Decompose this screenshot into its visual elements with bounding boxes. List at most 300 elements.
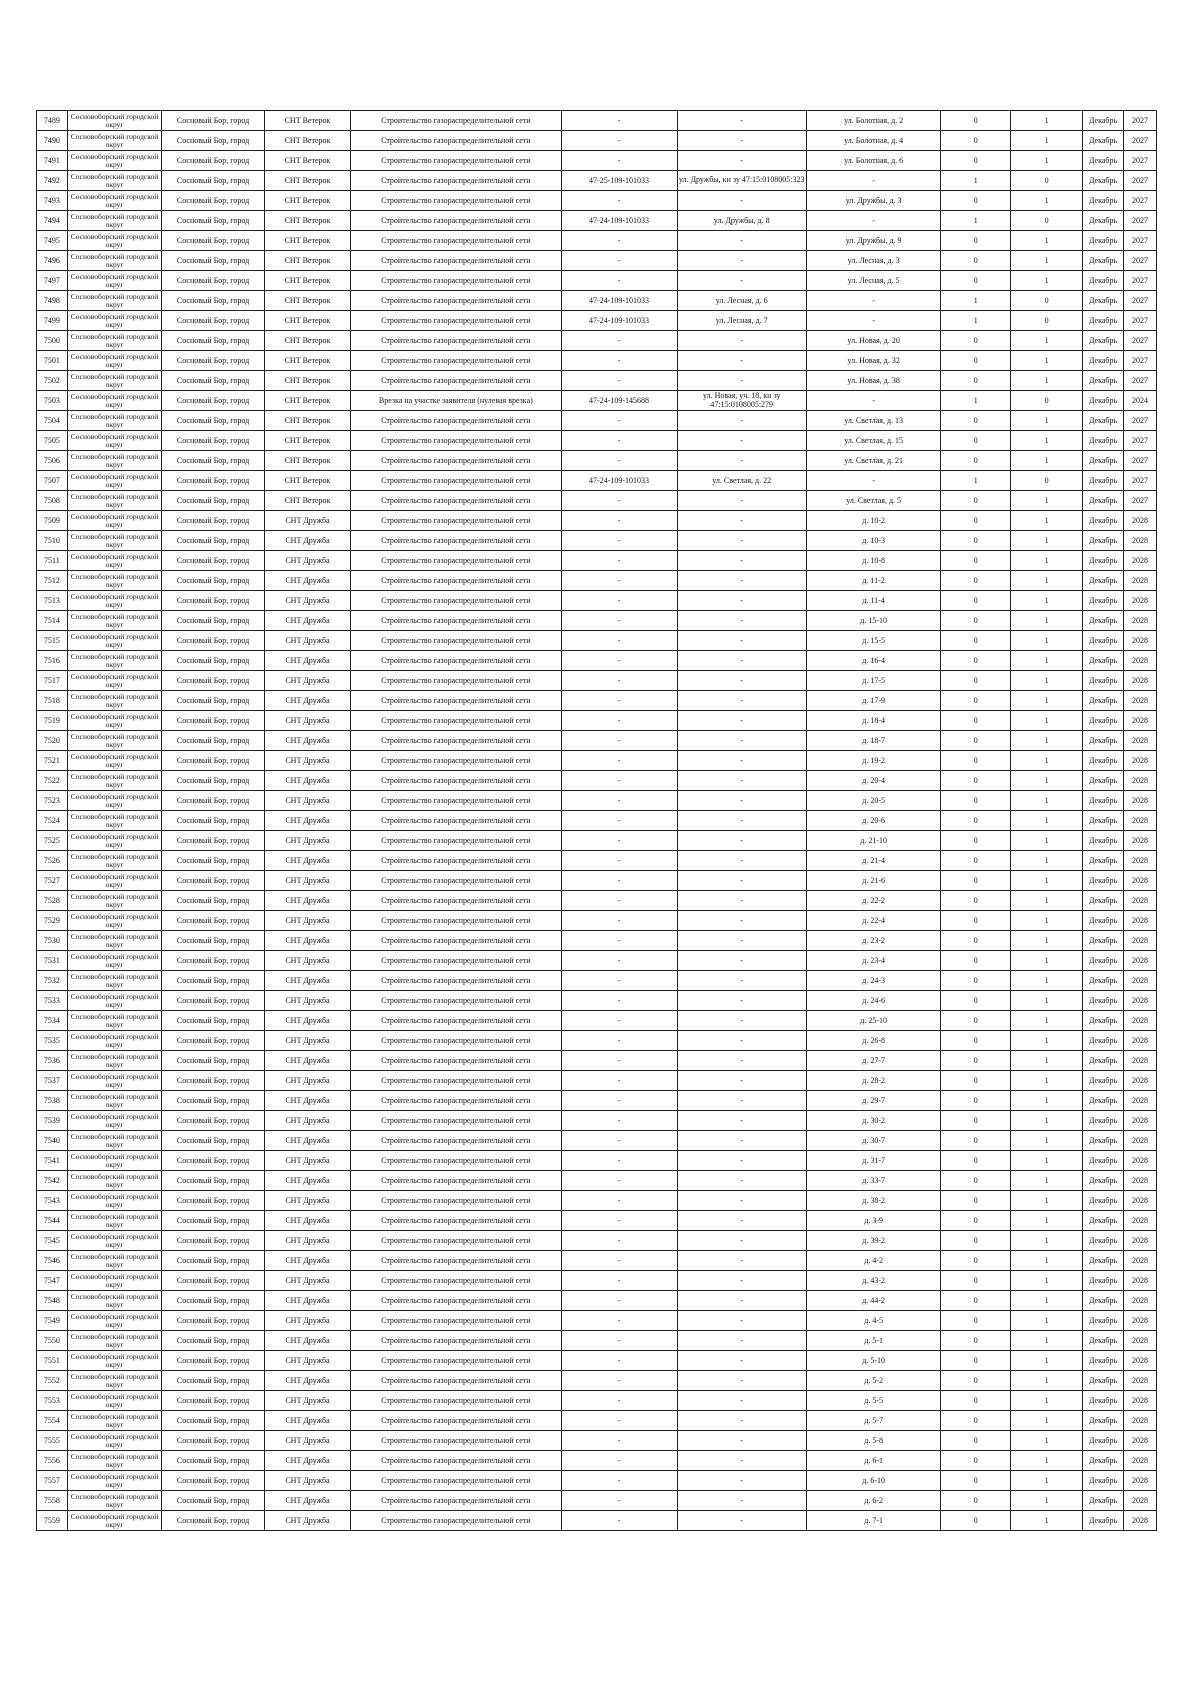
- municipality-cell: Сосновоборский городской округ: [67, 251, 161, 271]
- parcel-cell: -: [677, 1051, 806, 1071]
- snt-cell: СНТ Дружба: [264, 1171, 350, 1191]
- work-type-cell: Строительство газораспределительной сети: [351, 471, 561, 491]
- locality-cell: Сосновый Бор, город: [162, 391, 265, 411]
- year-cell: 2028: [1124, 1311, 1157, 1331]
- row-number: 7557: [37, 1471, 68, 1491]
- municipality-cell: Сосновоборский городской округ: [67, 951, 161, 971]
- row-number: 7538: [37, 1091, 68, 1111]
- qty1-cell: 0: [941, 1231, 1011, 1251]
- address-cell: д. 30-7: [806, 1131, 940, 1151]
- qty2-cell: 1: [1011, 1471, 1083, 1491]
- locality-cell: Сосновый Бор, город: [162, 1211, 265, 1231]
- address-cell: ул. Болотная, д. 6: [806, 151, 940, 171]
- year-cell: 2028: [1124, 671, 1157, 691]
- month-cell: Декабрь: [1083, 591, 1124, 611]
- work-type-cell: Строительство газораспределительной сети: [351, 111, 561, 131]
- parcel-cell: -: [677, 731, 806, 751]
- snt-cell: СНТ Дружба: [264, 1131, 350, 1151]
- qty2-cell: 1: [1011, 731, 1083, 751]
- locality-cell: Сосновый Бор, город: [162, 1391, 265, 1411]
- address-cell: ул. Светлая, д. 13: [806, 411, 940, 431]
- snt-cell: СНТ Дружба: [264, 1211, 350, 1231]
- month-cell: Декабрь: [1083, 291, 1124, 311]
- month-cell: Декабрь: [1083, 471, 1124, 491]
- address-cell: д. 15-10: [806, 611, 940, 631]
- snt-cell: СНТ Дружба: [264, 1331, 350, 1351]
- table-row: [37, 531, 1157, 551]
- work-type-cell: Строительство газораспределительной сети: [351, 371, 561, 391]
- year-cell: 2028: [1124, 1211, 1157, 1231]
- municipality-cell: Сосновоборский городской округ: [67, 931, 161, 951]
- qty1-cell: 0: [941, 1471, 1011, 1491]
- snt-cell: СНТ Ветерок: [264, 451, 350, 471]
- address-cell: д. 33-7: [806, 1171, 940, 1191]
- qty2-cell: 1: [1011, 511, 1083, 531]
- table-row: [37, 431, 1157, 451]
- qty1-cell: 0: [941, 1091, 1011, 1111]
- work-type-cell: Строительство газораспределительной сети: [351, 731, 561, 751]
- snt-cell: СНТ Дружба: [264, 631, 350, 651]
- qty1-cell: 0: [941, 1251, 1011, 1271]
- municipality-cell: Сосновоборский городской округ: [67, 1471, 161, 1491]
- work-type-cell: Строительство газораспределительной сети: [351, 191, 561, 211]
- address-cell: ул. Лесная, д. 3: [806, 251, 940, 271]
- locality-cell: Сосновый Бор, город: [162, 231, 265, 251]
- month-cell: Декабрь: [1083, 1131, 1124, 1151]
- snt-cell: СНТ Дружба: [264, 871, 350, 891]
- month-cell: Декабрь: [1083, 791, 1124, 811]
- work-type-cell: Строительство газораспределительной сети: [351, 931, 561, 951]
- locality-cell: Сосновый Бор, город: [162, 1491, 265, 1511]
- work-type-cell: Строительство газораспределительной сети: [351, 331, 561, 351]
- work-type-cell: Строительство газораспределительной сети: [351, 1051, 561, 1071]
- table-row: [37, 1131, 1157, 1151]
- locality-cell: Сосновый Бор, город: [162, 451, 265, 471]
- row-number: 7531: [37, 951, 68, 971]
- year-cell: 2028: [1124, 511, 1157, 531]
- qty2-cell: 1: [1011, 1291, 1083, 1311]
- cadastral-quarter-cell: -: [561, 611, 677, 631]
- snt-cell: СНТ Дружба: [264, 1071, 350, 1091]
- address-cell: д. 31-7: [806, 1151, 940, 1171]
- work-type-cell: Строительство газораспределительной сети: [351, 211, 561, 231]
- address-cell: ул. Лесная, д. 5: [806, 271, 940, 291]
- qty2-cell: 1: [1011, 811, 1083, 831]
- row-number: 7544: [37, 1211, 68, 1231]
- cadastral-quarter-cell: -: [561, 971, 677, 991]
- qty2-cell: 1: [1011, 1031, 1083, 1051]
- qty1-cell: 0: [941, 851, 1011, 871]
- municipality-cell: Сосновоборский городской округ: [67, 851, 161, 871]
- cadastral-quarter-cell: -: [561, 1431, 677, 1451]
- qty1-cell: 0: [941, 1491, 1011, 1511]
- qty2-cell: 0: [1011, 211, 1083, 231]
- year-cell: 2028: [1124, 1071, 1157, 1091]
- qty2-cell: 1: [1011, 351, 1083, 371]
- year-cell: 2028: [1124, 571, 1157, 591]
- qty1-cell: 0: [941, 751, 1011, 771]
- locality-cell: Сосновый Бор, город: [162, 531, 265, 551]
- table-row: [37, 791, 1157, 811]
- table-row: [37, 991, 1157, 1011]
- table-row: [37, 1211, 1157, 1231]
- row-number: 7502: [37, 371, 68, 391]
- locality-cell: Сосновый Бор, город: [162, 931, 265, 951]
- locality-cell: Сосновый Бор, город: [162, 271, 265, 291]
- qty2-cell: 1: [1011, 1411, 1083, 1431]
- locality-cell: Сосновый Бор, город: [162, 871, 265, 891]
- qty2-cell: 1: [1011, 131, 1083, 151]
- table-row: [37, 931, 1157, 951]
- row-number: 7527: [37, 871, 68, 891]
- qty1-cell: 0: [941, 651, 1011, 671]
- month-cell: Декабрь: [1083, 1071, 1124, 1091]
- year-cell: 2028: [1124, 831, 1157, 851]
- address-cell: ул. Светлая, д. 15: [806, 431, 940, 451]
- row-number: 7519: [37, 711, 68, 731]
- row-number: 7504: [37, 411, 68, 431]
- qty1-cell: 0: [941, 1211, 1011, 1231]
- snt-cell: СНТ Ветерок: [264, 391, 350, 411]
- cadastral-quarter-cell: -: [561, 131, 677, 151]
- cadastral-quarter-cell: -: [561, 531, 677, 551]
- year-cell: 2028: [1124, 1351, 1157, 1371]
- snt-cell: СНТ Дружба: [264, 1231, 350, 1251]
- month-cell: Декабрь: [1083, 511, 1124, 531]
- month-cell: Декабрь: [1083, 1511, 1124, 1531]
- parcel-cell: -: [677, 1511, 806, 1531]
- snt-cell: СНТ Дружба: [264, 1511, 350, 1531]
- table-row: [37, 631, 1157, 651]
- snt-cell: СНТ Дружба: [264, 1031, 350, 1051]
- qty1-cell: 0: [941, 531, 1011, 551]
- year-cell: 2028: [1124, 751, 1157, 771]
- month-cell: Декабрь: [1083, 851, 1124, 871]
- work-type-cell: Строительство газораспределительной сети: [351, 491, 561, 511]
- row-number: 7542: [37, 1171, 68, 1191]
- qty2-cell: 1: [1011, 111, 1083, 131]
- year-cell: 2028: [1124, 1331, 1157, 1351]
- qty1-cell: 0: [941, 791, 1011, 811]
- parcel-cell: -: [677, 1351, 806, 1371]
- parcel-cell: -: [677, 811, 806, 831]
- table-row: [37, 1031, 1157, 1051]
- address-cell: д. 23-4: [806, 951, 940, 971]
- table-row: [37, 311, 1157, 331]
- table-row: [37, 1171, 1157, 1191]
- work-type-cell: Строительство газораспределительной сети: [351, 351, 561, 371]
- work-type-cell: Строительство газораспределительной сети: [351, 291, 561, 311]
- qty1-cell: 0: [941, 591, 1011, 611]
- snt-cell: СНТ Дружба: [264, 571, 350, 591]
- address-cell: д. 11-4: [806, 591, 940, 611]
- qty2-cell: 1: [1011, 851, 1083, 871]
- row-number: 7541: [37, 1151, 68, 1171]
- year-cell: 2027: [1124, 371, 1157, 391]
- parcel-cell: -: [677, 1271, 806, 1291]
- qty2-cell: 1: [1011, 1151, 1083, 1171]
- row-number: 7535: [37, 1031, 68, 1051]
- qty2-cell: 1: [1011, 1131, 1083, 1151]
- qty2-cell: 1: [1011, 691, 1083, 711]
- qty1-cell: 0: [941, 351, 1011, 371]
- qty1-cell: 0: [941, 1031, 1011, 1051]
- municipality-cell: Сосновоборский городской округ: [67, 171, 161, 191]
- row-number: 7536: [37, 1051, 68, 1071]
- locality-cell: Сосновый Бор, город: [162, 731, 265, 751]
- cadastral-quarter-cell: -: [561, 1091, 677, 1111]
- month-cell: Декабрь: [1083, 1151, 1124, 1171]
- cadastral-quarter-cell: -: [561, 671, 677, 691]
- row-number: 7493: [37, 191, 68, 211]
- municipality-cell: Сосновоборский городской округ: [67, 111, 161, 131]
- snt-cell: СНТ Дружба: [264, 1091, 350, 1111]
- work-type-cell: Строительство газораспределительной сети: [351, 591, 561, 611]
- row-number: 7546: [37, 1251, 68, 1271]
- snt-cell: СНТ Ветерок: [264, 371, 350, 391]
- year-cell: 2027: [1124, 151, 1157, 171]
- parcel-cell: ул. Лесная, д. 7: [677, 311, 806, 331]
- year-cell: 2027: [1124, 171, 1157, 191]
- parcel-cell: -: [677, 1091, 806, 1111]
- snt-cell: СНТ Дружба: [264, 511, 350, 531]
- work-type-cell: Строительство газораспределительной сети: [351, 751, 561, 771]
- month-cell: Декабрь: [1083, 631, 1124, 651]
- snt-cell: СНТ Дружба: [264, 551, 350, 571]
- cadastral-quarter-cell: -: [561, 831, 677, 851]
- address-cell: д. 27-7: [806, 1051, 940, 1071]
- municipality-cell: Сосновоборский городской округ: [67, 1371, 161, 1391]
- municipality-cell: Сосновоборский городской округ: [67, 1211, 161, 1231]
- cadastral-quarter-cell: -: [561, 851, 677, 871]
- work-type-cell: Строительство газораспределительной сети: [351, 1171, 561, 1191]
- locality-cell: Сосновый Бор, город: [162, 1271, 265, 1291]
- address-cell: д. 5-1: [806, 1331, 940, 1351]
- qty2-cell: 1: [1011, 1271, 1083, 1291]
- locality-cell: Сосновый Бор, город: [162, 191, 265, 211]
- parcel-cell: -: [677, 611, 806, 631]
- snt-cell: СНТ Ветерок: [264, 211, 350, 231]
- cadastral-quarter-cell: -: [561, 1411, 677, 1431]
- locality-cell: Сосновый Бор, город: [162, 891, 265, 911]
- municipality-cell: Сосновоборский городской округ: [67, 1171, 161, 1191]
- qty2-cell: 1: [1011, 1451, 1083, 1471]
- locality-cell: Сосновый Бор, город: [162, 291, 265, 311]
- qty2-cell: 1: [1011, 451, 1083, 471]
- address-cell: д. 11-2: [806, 571, 940, 591]
- qty1-cell: 0: [941, 111, 1011, 131]
- address-cell: д. 17-5: [806, 671, 940, 691]
- month-cell: Декабрь: [1083, 1451, 1124, 1471]
- parcel-cell: -: [677, 351, 806, 371]
- parcel-cell: -: [677, 531, 806, 551]
- qty1-cell: 0: [941, 1511, 1011, 1531]
- work-type-cell: Строительство газораспределительной сети: [351, 511, 561, 531]
- address-cell: д. 20-6: [806, 811, 940, 831]
- qty2-cell: 1: [1011, 1011, 1083, 1031]
- cadastral-quarter-cell: -: [561, 891, 677, 911]
- parcel-cell: -: [677, 1071, 806, 1091]
- locality-cell: Сосновый Бор, город: [162, 651, 265, 671]
- address-cell: -: [806, 311, 940, 331]
- address-cell: д. 29-7: [806, 1091, 940, 1111]
- row-number: 7524: [37, 811, 68, 831]
- cadastral-quarter-cell: -: [561, 571, 677, 591]
- parcel-cell: -: [677, 151, 806, 171]
- table-row: [37, 951, 1157, 971]
- address-cell: д. 39-2: [806, 1231, 940, 1251]
- row-number: 7500: [37, 331, 68, 351]
- work-type-cell: Строительство газораспределительной сети: [351, 1451, 561, 1471]
- row-number: 7528: [37, 891, 68, 911]
- municipality-cell: Сосновоборский городской округ: [67, 431, 161, 451]
- month-cell: Декабрь: [1083, 391, 1124, 411]
- parcel-cell: -: [677, 1431, 806, 1451]
- municipality-cell: Сосновоборский городской округ: [67, 1451, 161, 1471]
- qty1-cell: 0: [941, 231, 1011, 251]
- cadastral-quarter-cell: -: [561, 771, 677, 791]
- qty1-cell: 0: [941, 371, 1011, 391]
- address-cell: д. 5-2: [806, 1371, 940, 1391]
- year-cell: 2027: [1124, 491, 1157, 511]
- row-number: 7499: [37, 311, 68, 331]
- month-cell: Декабрь: [1083, 1251, 1124, 1271]
- cadastral-quarter-cell: -: [561, 151, 677, 171]
- locality-cell: Сосновый Бор, город: [162, 771, 265, 791]
- month-cell: Декабрь: [1083, 811, 1124, 831]
- municipality-cell: Сосновоборский городской округ: [67, 571, 161, 591]
- qty2-cell: 1: [1011, 631, 1083, 651]
- row-number: 7508: [37, 491, 68, 511]
- locality-cell: Сосновый Бор, город: [162, 991, 265, 1011]
- cadastral-quarter-cell: -: [561, 1031, 677, 1051]
- table-body: [37, 111, 1157, 1531]
- address-cell: д. 18-4: [806, 711, 940, 731]
- address-cell: д. 23-2: [806, 931, 940, 951]
- locality-cell: Сосновый Бор, город: [162, 1351, 265, 1371]
- month-cell: Декабрь: [1083, 531, 1124, 551]
- month-cell: Декабрь: [1083, 691, 1124, 711]
- address-cell: ул. Дружбы, д. 9: [806, 231, 940, 251]
- address-cell: ул. Болотная, д. 4: [806, 131, 940, 151]
- table-row: [37, 971, 1157, 991]
- row-number: 7521: [37, 751, 68, 771]
- address-cell: д. 6-1: [806, 1451, 940, 1471]
- month-cell: Декабрь: [1083, 1411, 1124, 1431]
- month-cell: Декабрь: [1083, 1311, 1124, 1331]
- row-number: 7489: [37, 111, 68, 131]
- snt-cell: СНТ Дружба: [264, 1311, 350, 1331]
- parcel-cell: -: [677, 1291, 806, 1311]
- year-cell: 2027: [1124, 331, 1157, 351]
- address-cell: д. 18-7: [806, 731, 940, 751]
- work-type-cell: Строительство газораспределительной сети: [351, 1351, 561, 1371]
- month-cell: Декабрь: [1083, 731, 1124, 751]
- row-number: 7526: [37, 851, 68, 871]
- row-number: 7498: [37, 291, 68, 311]
- qty1-cell: 0: [941, 1451, 1011, 1471]
- qty1-cell: 0: [941, 671, 1011, 691]
- parcel-cell: -: [677, 1451, 806, 1471]
- table-row: [37, 1271, 1157, 1291]
- row-number: 7514: [37, 611, 68, 631]
- qty2-cell: 1: [1011, 751, 1083, 771]
- cadastral-quarter-cell: -: [561, 1471, 677, 1491]
- cadastral-quarter-cell: -: [561, 411, 677, 431]
- month-cell: Декабрь: [1083, 491, 1124, 511]
- parcel-cell: -: [677, 1371, 806, 1391]
- municipality-cell: Сосновоборский городской округ: [67, 1091, 161, 1111]
- qty1-cell: 0: [941, 991, 1011, 1011]
- municipality-cell: Сосновоборский городской округ: [67, 1331, 161, 1351]
- year-cell: 2028: [1124, 931, 1157, 951]
- locality-cell: Сосновый Бор, город: [162, 491, 265, 511]
- year-cell: 2027: [1124, 351, 1157, 371]
- cadastral-quarter-cell: -: [561, 1051, 677, 1071]
- year-cell: 2028: [1124, 691, 1157, 711]
- work-type-cell: Строительство газораспределительной сети: [351, 1111, 561, 1131]
- qty1-cell: 0: [941, 511, 1011, 531]
- cadastral-quarter-cell: -: [561, 1511, 677, 1531]
- municipality-cell: Сосновоборский городской округ: [67, 1351, 161, 1371]
- year-cell: 2028: [1124, 1091, 1157, 1111]
- table-row: [37, 891, 1157, 911]
- parcel-cell: -: [677, 1031, 806, 1051]
- cadastral-quarter-cell: -: [561, 1151, 677, 1171]
- parcel-cell: -: [677, 871, 806, 891]
- table-row: [37, 1491, 1157, 1511]
- cadastral-quarter-cell: 47-25-109-101033: [561, 171, 677, 191]
- municipality-cell: Сосновоборский городской округ: [67, 1251, 161, 1271]
- month-cell: Декабрь: [1083, 151, 1124, 171]
- snt-cell: СНТ Дружба: [264, 831, 350, 851]
- parcel-cell: -: [677, 931, 806, 951]
- snt-cell: СНТ Дружба: [264, 791, 350, 811]
- qty2-cell: 1: [1011, 911, 1083, 931]
- address-cell: д. 25-10: [806, 1011, 940, 1031]
- cadastral-quarter-cell: -: [561, 1171, 677, 1191]
- address-cell: ул. Болотная, д. 2: [806, 111, 940, 131]
- snt-cell: СНТ Дружба: [264, 1391, 350, 1411]
- locality-cell: Сосновый Бор, город: [162, 1411, 265, 1431]
- month-cell: Декабрь: [1083, 1211, 1124, 1231]
- parcel-cell: ул. Дружбы, кн зу 47:15:0108005:323: [677, 171, 806, 191]
- work-type-cell: Строительство газораспределительной сети: [351, 771, 561, 791]
- address-cell: -: [806, 171, 940, 191]
- cadastral-quarter-cell: -: [561, 451, 677, 471]
- qty2-cell: 1: [1011, 651, 1083, 671]
- table-row: [37, 1311, 1157, 1331]
- qty2-cell: 1: [1011, 191, 1083, 211]
- municipality-cell: Сосновоборский городской округ: [67, 1151, 161, 1171]
- year-cell: 2028: [1124, 1511, 1157, 1531]
- qty1-cell: 0: [941, 191, 1011, 211]
- parcel-cell: ул. Новая, уч. 18, кн зу 47:15:0108005:279: [677, 391, 806, 411]
- address-cell: ул. Светлая, д. 5: [806, 491, 940, 511]
- table-row: [37, 591, 1157, 611]
- municipality-cell: Сосновоборский городской округ: [67, 891, 161, 911]
- snt-cell: СНТ Дружба: [264, 1411, 350, 1431]
- qty2-cell: 1: [1011, 1311, 1083, 1331]
- municipality-cell: Сосновоборский городской округ: [67, 631, 161, 651]
- month-cell: Декабрь: [1083, 991, 1124, 1011]
- row-number: 7540: [37, 1131, 68, 1151]
- year-cell: 2028: [1124, 1471, 1157, 1491]
- year-cell: 2028: [1124, 891, 1157, 911]
- year-cell: 2028: [1124, 1371, 1157, 1391]
- month-cell: Декабрь: [1083, 1171, 1124, 1191]
- snt-cell: СНТ Дружба: [264, 1491, 350, 1511]
